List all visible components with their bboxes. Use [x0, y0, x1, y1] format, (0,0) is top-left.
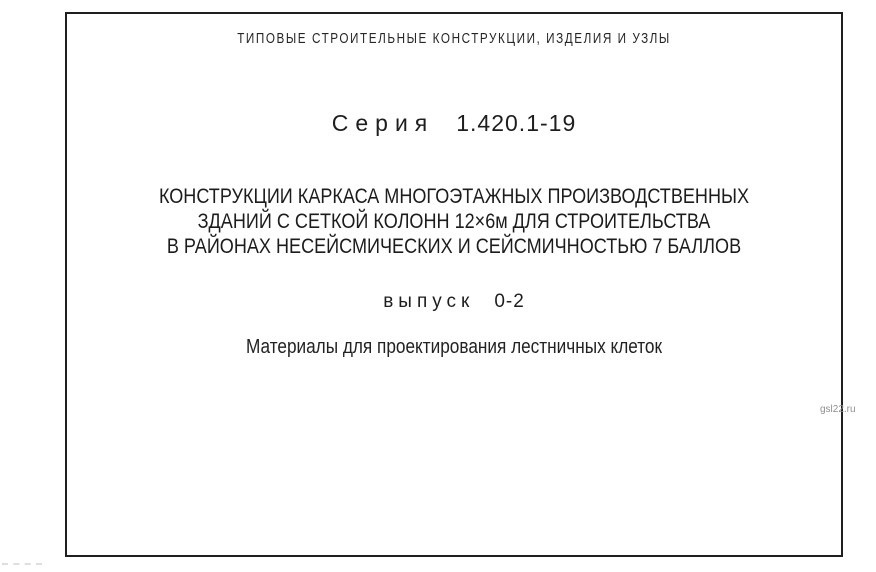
border-frame — [65, 12, 843, 557]
issue-label: выпуск — [383, 291, 475, 312]
document-header: ТИПОВЫЕ СТРОИТЕЛЬНЫЕ КОНСТРУКЦИИ, ИЗДЕЛИЯ И УЗЛЫ — [237, 30, 671, 47]
scan-artifact — [2, 563, 42, 565]
series-label: Серия — [331, 110, 435, 136]
watermark: gsl22.ru — [820, 404, 856, 415]
document-subtitle: Материалы для проектирования лестничных клеток — [245, 336, 662, 358]
issue-number: 0-2 — [494, 291, 525, 312]
document-title — [121, 184, 787, 259]
title-line-3: В РАЙОНАХ НЕСЕЙСМИЧЕСКИХ И СЕЙСМИЧНОСТЬЮ 7 БАЛЛОВ — [166, 235, 742, 258]
series-number: 1.420.1-19 — [456, 110, 577, 136]
issue-line — [67, 291, 841, 313]
series-line — [67, 110, 841, 137]
title-line-1: КОНСТРУКЦИИ КАРКАСА МНОГОЭТАЖНЫХ ПРОИЗВОДСТВЕННЫХ — [158, 185, 750, 208]
title-line-2: ЗДАНИЙ С СЕТКОЙ КОЛОНН 12×6м ДЛЯ СТРОИТЕЛЬСТВА — [197, 210, 711, 233]
